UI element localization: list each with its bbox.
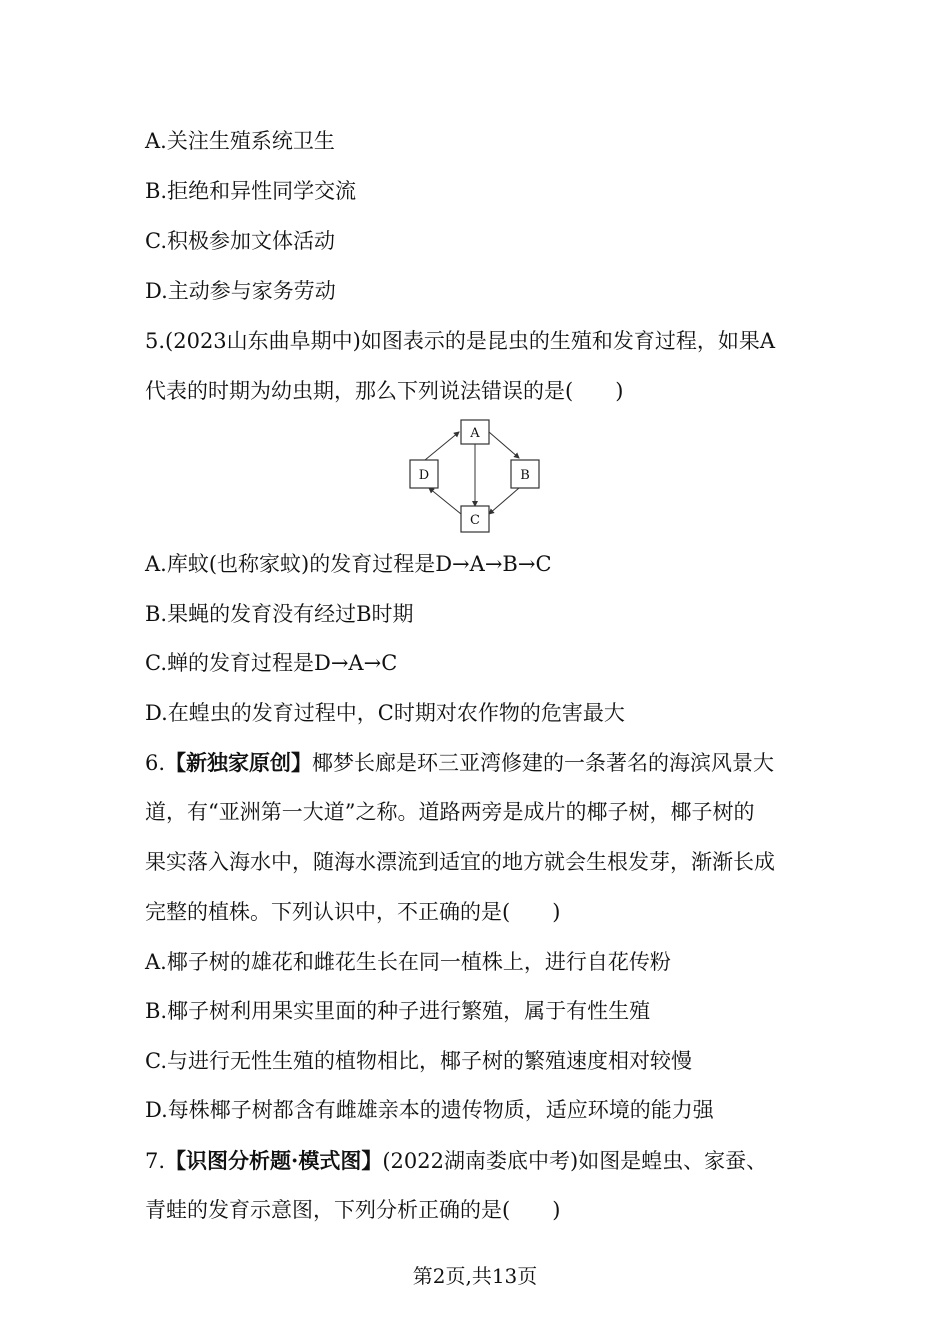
q7-stem-line1-rest: (2022湖南娄底中考)如图是蝗虫、家蚕、 <box>382 1149 768 1173</box>
q7-stem-line2: 青蛙的发育示意图，下列分析正确的是( ) <box>145 1198 561 1222</box>
q4-option-c: C.积极参加文体活动 <box>145 229 335 253</box>
label-c: C <box>470 513 480 528</box>
q7-stem-line1 <box>145 1147 767 1175</box>
q5-stem-line1: 5.(2023山东曲阜期中)如图表示的是昆虫的生殖和发育过程，如果A <box>145 329 776 353</box>
q5-stem-line2: 代表的时期为幼虫期，那么下列说法错误的是( ) <box>145 379 624 403</box>
q6-stem-line2: 道，有“亚洲第一大道”之称。道路两旁是成片的椰子树，椰子树的 <box>145 800 755 824</box>
q6-option-b: B.椰子树利用果实里面的种子进行繁殖，属于有性生殖 <box>145 999 651 1023</box>
label-d: D <box>418 468 430 483</box>
arrow-c-to-d <box>429 488 461 514</box>
q6-option-c: C.与进行无性生殖的植物相比，椰子树的繁殖速度相对较慢 <box>145 1049 692 1073</box>
page-footer: 第2页,共13页 <box>412 1264 538 1288</box>
q6-stem-line1-rest: 椰梦长廊是环三亚湾修建的一条著名的海滨风景大 <box>312 751 775 775</box>
q6-stem-line3: 果实落入海水中，随海水漂流到适宜的地方就会生根发芽，渐渐长成 <box>145 850 775 874</box>
q4-option-b: B.拒绝和异性同学交流 <box>145 179 357 203</box>
arrow-d-to-a <box>425 432 459 460</box>
arrow-b-to-c <box>489 488 519 514</box>
q6-option-a: A.椰子树的雄花和雌花生长在同一植株上，进行自花传粉 <box>145 950 671 974</box>
q5-option-b: B.果蝇的发育没有经过B时期 <box>145 602 414 626</box>
q4-option-d: D.主动参与家务劳动 <box>145 279 336 303</box>
arrow-a-to-b <box>489 432 519 458</box>
q4-option-a: A.关注生殖系统卫生 <box>145 129 335 153</box>
q5-option-c: C.蝉的发育过程是D→A→C <box>145 651 398 675</box>
q6-number: 6. <box>145 751 166 775</box>
q6-tag: 【新独家原创】 <box>165 750 313 775</box>
q7-tag: 【识图分析题·模式图】 <box>165 1148 383 1173</box>
insect-lifecycle-diagram <box>405 418 545 538</box>
q6-stem-line1 <box>145 749 774 777</box>
label-b: B <box>520 468 530 483</box>
label-a: A <box>470 426 480 441</box>
q5-option-d: D.在蝗虫的发育过程中，C时期对农作物的危害最大 <box>145 701 625 725</box>
q5-option-a: A.库蚊(也称家蚊)的发育过程是D→A→B→C <box>145 552 552 576</box>
q6-option-d: D.每株椰子树都含有雌雄亲本的遗传物质，适应环境的能力强 <box>145 1098 714 1122</box>
q7-number: 7. <box>145 1149 166 1173</box>
q6-stem-line4: 完整的植株。下列认识中，不正确的是( ) <box>145 900 561 924</box>
